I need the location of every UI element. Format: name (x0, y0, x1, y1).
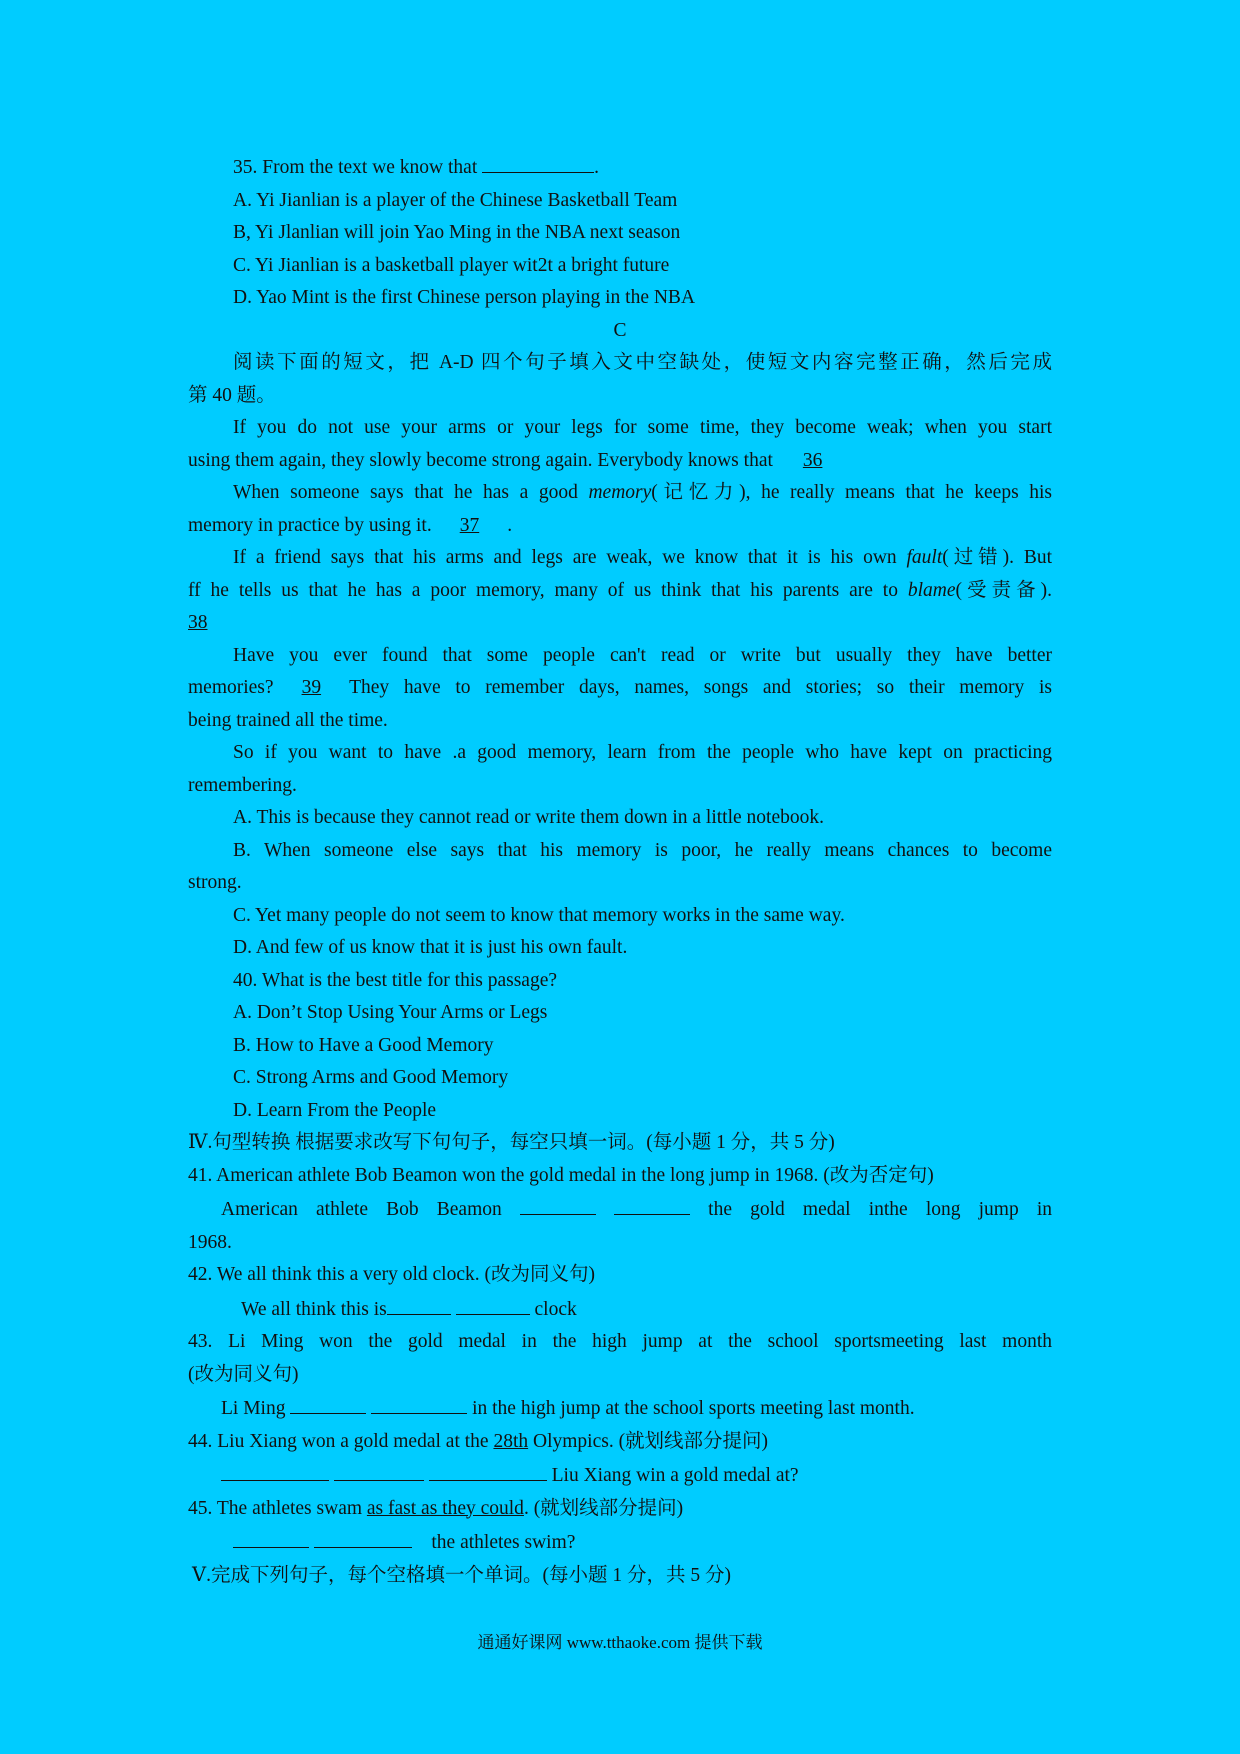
q40-option-a: A. Don’t Stop Using Your Arms or Legs (233, 1002, 548, 1023)
passage-p5-line1: So if you want to have .a good memory, learn from the people who have kept on practicing (233, 742, 1052, 763)
blank-39: 39 (301, 677, 322, 698)
q44-answer-line: Liu Xiang win a gold medal at? (188, 1458, 1052, 1493)
q44-stem: 44. Liu Xiang won a gold medal at the 28th Olympics. (就划线部分提问) (188, 1430, 769, 1452)
sentence-option-b: B. When someone else says that his memory is poor, he really means chances to become (233, 839, 1052, 861)
passage-p2-line1: When someone says that he has a good memory(记忆力), he really means that he keeps his (233, 482, 1052, 503)
sentence-option-a: A. This is because they cannot read or write them down in a little notebook. (233, 807, 824, 828)
q42-stem: 42. We all think this a very old clock. (改为同义句) (188, 1264, 595, 1285)
q41-stem: 41. American athlete Bob Beamon won the gold medal in the long jump in 1968. (改为否定句) (188, 1164, 934, 1186)
passage-p2-line2: memory in practice by using it. 37 . (188, 514, 513, 536)
q42-answer-line: We all think this is clock (188, 1292, 1052, 1327)
passage-p4-line1: Have you ever found that some people can't read or write but usually they have better (233, 644, 1052, 666)
passage-p3-line2: ff he tells us that he has a poor memory, many of us think that his parents are to blame(受责备). (188, 579, 1052, 601)
passage-p5-line2: remembering. (188, 774, 297, 796)
blank-36: 36 (802, 449, 823, 471)
sentence-option-c: C. Yet many people do not seem to know that memory works in the same way. (233, 904, 845, 926)
answer-blank (482, 150, 594, 173)
sentence-option-d: D. And few of us know that it is just his own fault. (233, 937, 628, 958)
q35-option-b: B, Yi Jlanlian will join Yao Ming in the NBA next season (233, 222, 681, 243)
passage-p4-line3: being trained all the time. (188, 709, 388, 731)
blank-37: 37 (459, 514, 480, 536)
section-c-instruction-cont: 第 40 题。 (188, 384, 276, 406)
q45-stem: 45. The athletes swam as fast as they could. (就划线部分提问) (188, 1497, 684, 1519)
passage-p1-line1: If you do not use your arms or your legs for some time, they become weak; when you start (233, 417, 1052, 438)
q40-option-c: C. Strong Arms and Good Memory (233, 1067, 509, 1088)
q40-option-d: D. Learn From the People (233, 1099, 437, 1121)
q35-option-d: D. Yao Mint is the first Chinese person playing in the NBA (233, 287, 696, 308)
q41-answer-line: American athlete Bob Beamon the gold medal inthe long jump in (188, 1192, 1052, 1227)
passage-p1-line2: using them again, they slowly become strong again. Everybody knows that 36 (188, 445, 1052, 478)
q43-stem-cont: (改为同义句) (188, 1363, 299, 1385)
q43-stem: 43. Li Ming won the gold medal in the high jump at the school sportsmeeting last month (188, 1331, 1052, 1352)
q41-answer-line-cont: 1968. (188, 1231, 232, 1253)
q35-option-c: C. Yi Jianlian is a basketball player wit2t a bright future (233, 254, 670, 276)
footer-text: 通通好课网 www.tthaoke.com 提供下载 (477, 1633, 763, 1652)
section-v-heading: Ⅴ.完成下列句子，每个空格填一个单词。(每小题 1 分，共 5 分) (192, 1564, 731, 1586)
sentence-option-b-cont: strong. (188, 872, 242, 893)
passage-p3-line1: If a friend says that his arms and legs are weak, we know that it is his own fault(过错). But (233, 547, 1052, 568)
passage-p4-line2: memories? 39 They have to remember days, names, songs and stories; so their memory is (188, 677, 1052, 698)
q40-stem: 40. What is the best title for this passage? (233, 969, 558, 991)
q43-answer-line: Li Ming in the high jump at the school sports meeting last month. (188, 1391, 1052, 1426)
q40-option-b: B. How to Have a Good Memory (233, 1034, 494, 1056)
document-body (188, 150, 1052, 1592)
blank-38: 38 (188, 612, 208, 633)
section-c-instruction: 阅读下面的短文，把 A-D 四个句子填入文中空缺处，使短文内容完整正确，然后完成 (233, 352, 1052, 373)
q35-option-a: A. Yi Jianlian is a player of the Chinese Basketball Team (233, 189, 678, 211)
section-c-letter: C (613, 319, 627, 341)
section-iv-heading: Ⅳ.句型转换 根据要求改写下句句子，每空只填一词。(每小题 1 分，共 5 分) (188, 1132, 835, 1153)
passage-p3-line3 (188, 607, 1052, 640)
q45-answer-line: the athletes swim? (188, 1525, 1052, 1560)
q35-stem: 35. From the text we know that . (188, 150, 1052, 185)
